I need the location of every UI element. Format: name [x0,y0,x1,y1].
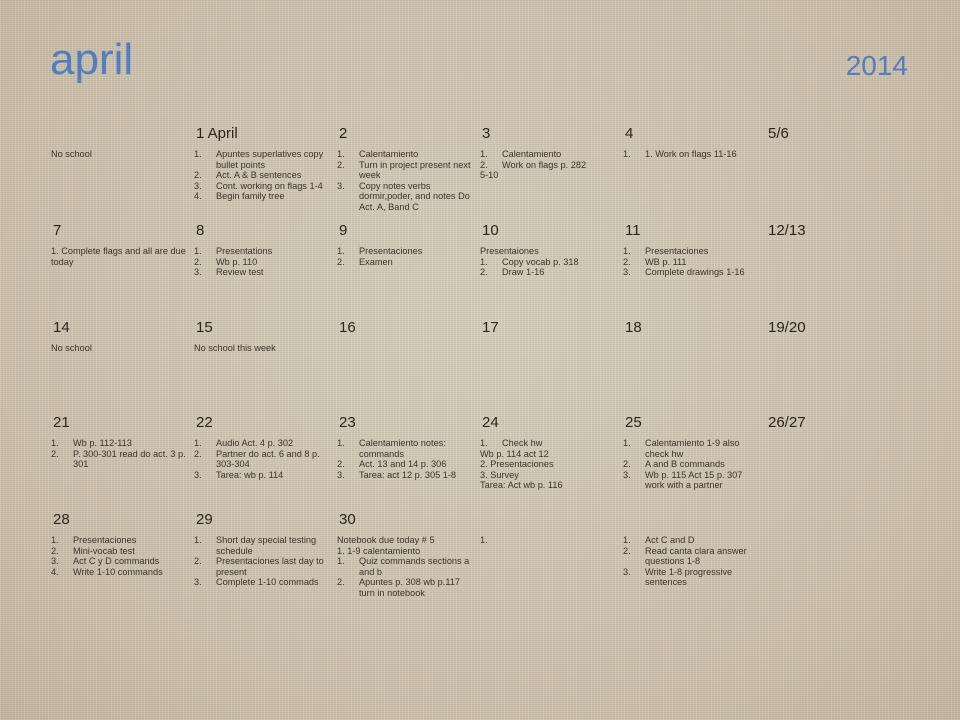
day-note: 1. Complete flags and all are due today [51,246,186,267]
task-item [194,170,332,181]
task-number: 1. [337,246,345,256]
task-item [623,470,761,491]
day-cell [48,511,191,705]
task-text: Write 1-10 commands [73,566,163,577]
task-text: Quiz commands sections a and b [359,556,470,577]
task-text: Act C and D [645,535,695,545]
task-text: Calentamiento notes: commands [359,438,446,459]
day-note: 2. Presentaciones [480,459,554,469]
task-list [623,246,761,278]
task-text: Calentamiento [502,149,562,159]
task-item [194,181,332,192]
week-row [48,511,908,705]
day-note: No school this week [194,343,276,353]
day-cell [620,125,763,222]
task-number: 2. [623,545,631,556]
task-text: Apuntes superlatives copy bullet points [216,149,324,170]
task-number: 1. [337,556,345,566]
task-text: Calentamiento 1-9 also check hw [645,438,740,459]
task-item [337,257,475,268]
task-list [194,535,332,588]
day-cell [763,222,906,319]
task-item [623,257,761,268]
task-text: Complete drawings 1-16 [645,267,745,277]
task-number: 1. [623,535,631,545]
task-number: 2. [623,459,631,469]
task-number: 2. [480,267,488,277]
task-number: 2. [194,556,202,566]
year-title: 2014 [845,50,908,81]
task-item [623,438,761,459]
task-item [480,149,618,160]
task-text: Presentaciones last day to present [216,556,324,577]
task-list [480,438,618,449]
task-item [194,246,332,257]
task-item [337,246,475,257]
task-text: Complete 1-10 commads [216,577,319,587]
day-number: 22 [196,414,213,431]
day-number: 4 [625,125,634,142]
day-cell [334,511,477,705]
task-text: Mini-vocab test [73,545,135,556]
day-content [480,246,618,278]
task-list [480,257,618,278]
day-number: 21 [53,414,70,431]
task-item [194,470,332,481]
day-number: 8 [196,222,205,239]
task-text: Cont. working on flags 1-4 [216,180,323,191]
task-number: 1. [623,149,631,159]
task-item [623,567,761,588]
task-item [480,438,618,449]
task-number: 3. [194,577,202,587]
task-item [337,459,475,470]
task-text: Work on flags p. 282 [502,159,587,170]
day-content [623,246,761,278]
day-number: 5/6 [768,125,789,142]
day-note: No school [51,343,92,353]
day-number: 23 [339,414,356,431]
day-number: 24 [482,414,499,431]
task-text: 1. Work on flags 11-16 [645,149,737,159]
task-text: Review test [216,267,264,277]
day-number: 16 [339,319,356,336]
task-number: 1. [194,535,202,545]
task-number: 1. [623,246,631,256]
day-cell [334,319,477,414]
calendar-grid [48,125,908,705]
task-number: 2. [480,159,488,170]
task-item [623,546,761,567]
day-number: 19/20 [768,319,806,336]
day-cell [334,414,477,511]
task-number: 2. [194,256,202,267]
task-number: 2. [51,545,59,556]
day-cell [191,511,334,705]
day-content [337,535,475,598]
day-cell [334,222,477,319]
day-cell [191,414,334,511]
task-item [51,556,189,567]
task-list [623,149,761,160]
task-number: 2. [337,577,345,587]
task-item [623,535,761,546]
day-cell [191,319,334,414]
day-cell [477,511,620,705]
task-number: 2. [51,448,59,459]
task-item [480,267,618,278]
day-number: 29 [196,511,213,528]
day-cell [763,319,906,414]
task-text: Partner do act. 6 and 8 p. 303-304 [216,448,320,469]
day-number: 12/13 [768,222,806,239]
day-number: 28 [53,511,70,528]
task-list [194,149,332,202]
task-number: 1. [194,438,202,448]
task-item [623,149,761,160]
task-text: A and B commands [645,459,725,469]
task-item [623,459,761,470]
task-number: 4. [51,566,59,577]
task-item [194,556,332,577]
task-number: 1. [337,438,345,448]
task-item [194,577,332,588]
task-number: 1. [337,149,345,159]
task-text: Calentamiento [359,149,419,159]
day-cell [763,125,906,222]
task-number: 3. [623,566,631,577]
day-note: No school [51,149,92,159]
task-item [337,577,475,598]
day-content [51,149,189,160]
day-content [51,535,189,577]
task-number: 1. [480,535,488,545]
day-content [194,535,332,588]
task-number: 2. [194,448,202,459]
day-number: 9 [339,222,348,239]
task-number: 1. [480,149,488,159]
week-row [48,414,908,511]
task-text: Draw 1-16 [502,267,545,277]
day-note: Presentaiones [480,246,539,256]
task-text: Begin family tree [216,191,285,201]
task-text: Presentations [216,246,273,256]
task-item [51,438,189,449]
day-content [337,149,475,212]
task-list [337,246,475,267]
day-number: 14 [53,319,70,336]
day-cell [334,125,477,222]
task-number: 3. [194,469,202,480]
day-content [194,343,332,354]
week-row [48,125,908,222]
task-number: 2. [337,159,345,170]
task-item [337,160,475,181]
task-item [51,546,189,557]
task-item [194,257,332,268]
day-number: 11 [625,222,641,239]
day-number: 7 [53,222,62,239]
day-cell [48,414,191,511]
task-item [194,267,332,278]
day-cell [48,222,191,319]
day-cell [620,222,763,319]
task-item [337,438,475,459]
task-list [480,149,618,170]
task-text: Tarea: wb p. 114 [216,469,284,480]
week-row [48,319,908,414]
task-number: 4. [194,191,202,201]
day-number: 15 [196,319,213,336]
day-note: Tarea: Act wb p. 116 [480,480,563,490]
day-note: 3. Survey [480,469,519,480]
day-number: 30 [339,511,356,528]
task-item [480,160,618,171]
day-cell [477,414,620,511]
task-text: Examen [359,256,393,267]
task-number: 1. [480,256,488,267]
day-content [337,246,475,267]
day-cell [620,511,763,705]
task-text: Wb p. 115 Act 15 p. 307 work with a partner [645,469,743,490]
day-content [623,438,761,491]
task-number: 3. [337,180,345,191]
task-item [623,246,761,257]
day-number: 2 [339,125,348,142]
task-text: Write 1-8 progressive sentences [645,566,733,587]
task-number: 2. [623,256,631,267]
day-cell [191,125,334,222]
task-number: 3. [623,469,631,480]
day-number: 1 April [196,125,238,142]
task-number: 3. [337,469,345,480]
day-content [51,343,189,354]
task-item [194,149,332,170]
day-content [194,149,332,202]
task-text: Act C y D commands [73,556,160,566]
day-cell [763,414,906,511]
task-text: Tarea: act 12 p. 305 1-8 [359,469,457,480]
day-cell [48,125,191,222]
task-list [623,535,761,588]
task-text: Audio Act. 4 p. 302 [216,438,294,448]
day-cell [763,511,906,705]
day-cell [620,319,763,414]
task-list [337,556,475,598]
day-cell [48,319,191,414]
task-list [337,149,475,212]
task-number: 2. [337,459,345,469]
day-number: 3 [482,125,491,142]
day-number: 26/27 [768,414,806,431]
month-title: april [50,35,134,84]
day-number: 17 [482,319,499,336]
task-list [51,535,189,577]
task-text: Wb p. 112-113 [73,438,132,448]
task-text: Wb p. 110 [216,256,258,267]
day-cell [620,414,763,511]
task-text: Read canta clara answer questions 1-8 [645,545,747,566]
day-content [623,149,761,160]
day-content [337,438,475,480]
task-item [623,267,761,278]
task-number: 1. [194,246,202,256]
day-cell [477,222,620,319]
task-item [194,191,332,202]
day-content [51,246,189,267]
task-number: 3. [194,180,202,191]
task-item [194,438,332,449]
task-number: 1. [51,438,59,448]
day-number: 25 [625,414,642,431]
task-item [51,535,189,546]
task-text: Presentaciones [645,246,709,256]
task-item [337,556,475,577]
task-text: Act. 13 and 14 p. 306 [359,459,447,469]
day-cell [477,319,620,414]
task-text: Presentaciones [73,535,137,545]
task-list [337,438,475,480]
day-content [480,149,618,181]
task-number: 1. [623,438,631,448]
task-text: Copy vocab p. 318 [502,256,579,267]
task-text: Turn in project present next week [359,159,471,180]
task-text: Presentaciones [359,246,423,256]
day-note: 5-10 [480,170,499,180]
task-text: Check hw [502,438,543,448]
day-number: 10 [482,222,499,239]
task-item [337,149,475,160]
task-list [194,246,332,278]
day-content [51,438,189,470]
task-number: 3. [623,267,631,277]
task-number: 1. [194,149,202,159]
task-item [51,567,189,578]
day-note: Wb p. 114 act 12 [480,448,549,459]
task-number: 2. [337,256,345,267]
task-list [51,438,189,470]
task-number: 3. [194,267,202,277]
day-cell [191,222,334,319]
task-number: 1. [480,438,488,448]
task-item [194,535,332,556]
task-text: Short day special testing schedule [216,535,317,556]
task-list [623,438,761,491]
task-text: P. 300-301 read do act. 3 p. 301 [73,448,186,469]
task-number: 1. [51,535,59,545]
task-text: Copy notes verbs dormir,poder, and notes Do Act. A, Band C [359,180,470,212]
task-text: Apuntes p. 308 wb p.117 turn in notebook [359,577,460,598]
task-list [194,438,332,480]
task-text: WB p. 111 [645,256,687,267]
day-content [480,438,618,491]
day-note: Notebook due today # 5 [337,535,435,545]
day-content [194,438,332,480]
day-cell [477,125,620,222]
task-item [337,470,475,481]
task-item [51,449,189,470]
day-number: 18 [625,319,642,336]
day-content [623,535,761,588]
week-row [48,222,908,319]
day-content [194,246,332,278]
task-item [194,449,332,470]
task-number: 2. [194,170,202,180]
task-text: Act. A & B sentences [216,170,302,180]
day-note: 1. 1-9 calentamiento [337,545,421,556]
task-number: 3. [51,556,59,566]
task-item [337,181,475,213]
task-item [480,257,618,268]
